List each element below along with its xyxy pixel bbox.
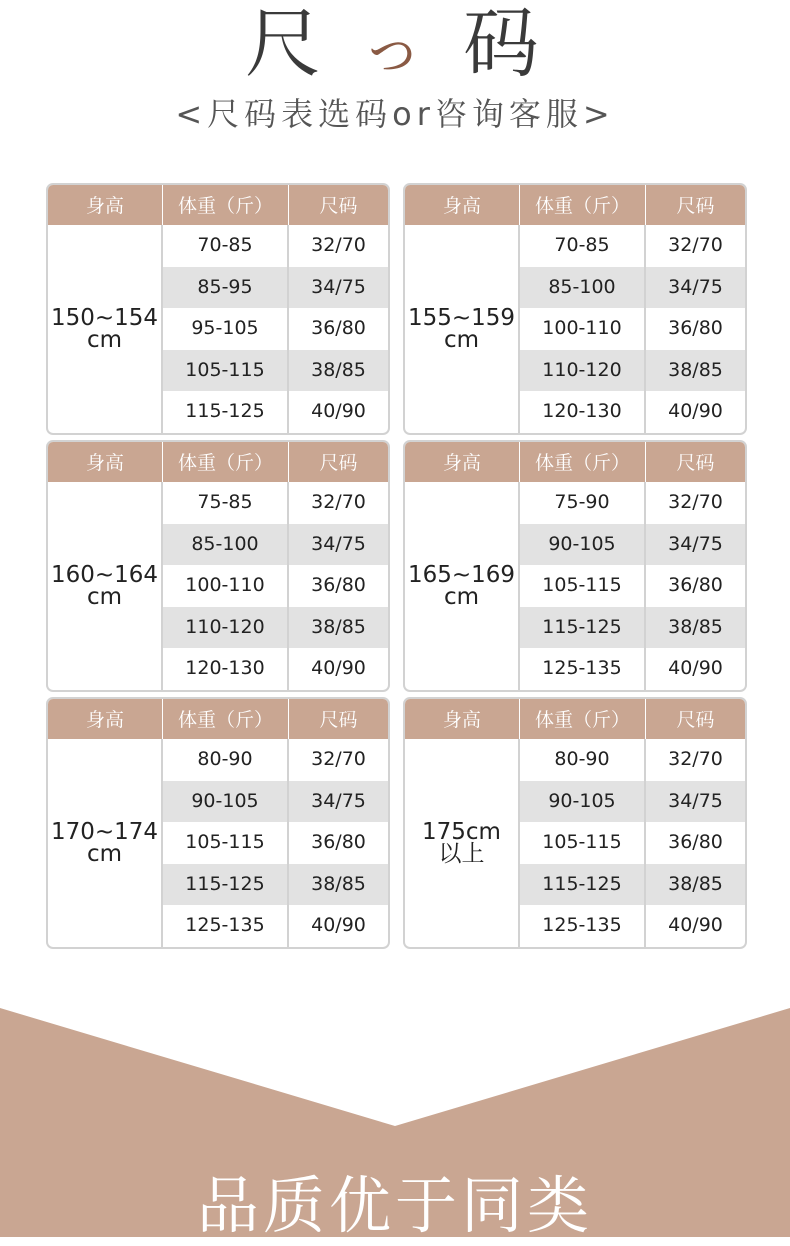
- weight-cell: 105-115: [185, 358, 265, 381]
- weight-cell: 110-120: [185, 615, 265, 638]
- column-divider: [644, 739, 646, 947]
- column-divider: [287, 482, 289, 690]
- header-divider: [645, 185, 646, 225]
- table-row: [163, 781, 388, 822]
- table-row: [163, 822, 388, 863]
- banner-text: 品质优于同类: [196, 1169, 593, 1242]
- weight-cell: 115-125: [185, 872, 265, 895]
- size-cell: 32/70: [311, 491, 366, 513]
- header-height: 身高: [442, 195, 481, 217]
- height-unit: cm: [443, 327, 480, 353]
- weight-cell: 115-125: [542, 615, 622, 638]
- size-cell: 38/85: [668, 615, 723, 638]
- column-divider: [287, 225, 289, 433]
- table-row: [163, 565, 388, 606]
- height-unit: cm: [443, 584, 480, 610]
- size-table-6: [403, 697, 747, 949]
- table-row: [163, 267, 388, 308]
- height-unit: cm: [86, 584, 123, 610]
- size-cell: 36/80: [311, 831, 366, 854]
- table-row: [163, 864, 388, 905]
- weight-cell: 115-125: [542, 872, 622, 895]
- title-char-1: 尺: [244, 0, 327, 88]
- size-table-3: [46, 440, 390, 692]
- table-row: [520, 822, 745, 863]
- height-range: 160~164: [50, 562, 159, 588]
- table-row: [520, 350, 745, 391]
- size-cell: 34/75: [668, 532, 723, 555]
- table-header: [48, 699, 388, 739]
- header-divider: [288, 699, 289, 739]
- height-range: 170~174: [50, 819, 159, 845]
- size-cell: 40/90: [668, 914, 723, 937]
- header-divider: [288, 185, 289, 225]
- height-range: 150~154: [50, 305, 159, 331]
- size-cell: 38/85: [311, 615, 366, 638]
- weight-cell: 115-125: [185, 400, 265, 423]
- weight-cell: 80-90: [554, 748, 610, 770]
- size-cell: 36/80: [668, 574, 723, 597]
- header-height: 身高: [442, 452, 481, 474]
- table-row: [520, 391, 745, 432]
- size-cell: 40/90: [311, 914, 366, 937]
- weight-cell: 90-105: [548, 789, 616, 812]
- weight-cell: 90-105: [548, 532, 616, 555]
- size-cell: 32/70: [668, 234, 723, 256]
- size-cell: 38/85: [311, 872, 366, 895]
- size-cell: 38/85: [668, 358, 723, 381]
- height-cell: [405, 482, 518, 690]
- column-divider: [518, 739, 520, 947]
- table-row: [163, 524, 388, 565]
- table-header: [405, 185, 745, 225]
- header-divider: [519, 185, 520, 225]
- table-row: [520, 565, 745, 606]
- header-divider: [162, 442, 163, 482]
- size-cell: 40/90: [668, 400, 723, 423]
- column-divider: [161, 482, 163, 690]
- header-weight: 体重（斤）: [534, 195, 630, 217]
- header-divider: [162, 185, 163, 225]
- weight-cell: 120-130: [185, 657, 265, 680]
- header-size: 尺码: [319, 709, 358, 731]
- weight-cell: 90-105: [191, 789, 259, 812]
- column-divider: [518, 225, 520, 433]
- table-row: [520, 739, 745, 780]
- header-weight: 体重（斤）: [534, 452, 630, 474]
- height-cell: [48, 739, 161, 947]
- size-cell: 34/75: [668, 275, 723, 298]
- header-height: 身高: [85, 195, 124, 217]
- weight-cell: 75-85: [197, 491, 253, 513]
- table-row: [163, 350, 388, 391]
- header-divider: [519, 442, 520, 482]
- header-weight: 体重（斤）: [177, 709, 273, 731]
- height-cell: [48, 482, 161, 690]
- header-height: 身高: [85, 709, 124, 731]
- table-row: [520, 648, 745, 689]
- header-height: 身高: [85, 452, 124, 474]
- table-row: [163, 482, 388, 523]
- table-row: [163, 905, 388, 946]
- weight-cell: 95-105: [191, 317, 259, 340]
- size-table-5: [46, 697, 390, 949]
- page-subtitle: <尺码表选码or咨询客服>: [175, 95, 615, 133]
- height-cell: [48, 225, 161, 433]
- weight-cell: 75-90: [554, 491, 610, 513]
- size-cell: 40/90: [311, 400, 366, 423]
- weight-cell: 125-135: [185, 914, 265, 937]
- height-cell: [405, 739, 518, 947]
- size-cell: 34/75: [311, 275, 366, 298]
- header-size: 尺码: [319, 195, 358, 217]
- table-row: [520, 225, 745, 266]
- header-size: 尺码: [676, 195, 715, 217]
- table-row: [520, 267, 745, 308]
- header-divider: [288, 442, 289, 482]
- height-unit: 以上: [438, 841, 485, 867]
- table-row: [520, 308, 745, 349]
- header-divider: [645, 442, 646, 482]
- header-weight: 体重（斤）: [177, 452, 273, 474]
- size-cell: 40/90: [311, 657, 366, 680]
- table-row: [520, 607, 745, 648]
- weight-cell: 70-85: [554, 234, 610, 256]
- header-height: 身高: [442, 709, 481, 731]
- weight-cell: 120-130: [542, 400, 622, 423]
- table-row: [520, 864, 745, 905]
- column-divider: [161, 225, 163, 433]
- header-size: 尺码: [676, 452, 715, 474]
- weight-cell: 105-115: [185, 831, 265, 854]
- weight-cell: 70-85: [197, 234, 253, 256]
- height-range: 155~159: [407, 305, 516, 331]
- table-row: [520, 781, 745, 822]
- size-cell: 36/80: [311, 317, 366, 340]
- header-divider: [645, 699, 646, 739]
- title-char-2: っ: [360, 12, 429, 85]
- table-row: [520, 482, 745, 523]
- header-divider: [519, 699, 520, 739]
- table-row: [520, 905, 745, 946]
- size-cell: 36/80: [668, 317, 723, 340]
- size-cell: 34/75: [311, 789, 366, 812]
- title-char-3: 码: [463, 0, 545, 88]
- weight-cell: 85-100: [548, 275, 616, 298]
- weight-cell: 110-120: [542, 358, 622, 381]
- height-unit: cm: [86, 327, 123, 353]
- size-cell: 38/85: [668, 872, 723, 895]
- height-range: 175cm: [422, 819, 501, 845]
- size-cell: 34/75: [668, 789, 723, 812]
- size-table-4: [403, 440, 747, 692]
- table-row: [163, 225, 388, 266]
- table-header: [48, 185, 388, 225]
- weight-cell: 100-110: [185, 574, 265, 597]
- table-row: [163, 739, 388, 780]
- column-divider: [161, 739, 163, 947]
- header-size: 尺码: [319, 452, 358, 474]
- table-row: [163, 391, 388, 432]
- header-weight: 体重（斤）: [177, 195, 273, 217]
- size-cell: 32/70: [311, 748, 366, 770]
- size-table-2: [403, 183, 747, 435]
- table-row: [520, 524, 745, 565]
- weight-cell: 105-115: [542, 574, 622, 597]
- weight-cell: 105-115: [542, 831, 622, 854]
- column-divider: [644, 482, 646, 690]
- size-cell: 38/85: [311, 358, 366, 381]
- weight-cell: 80-90: [197, 748, 253, 770]
- table-header: [405, 442, 745, 482]
- height-cell: [405, 225, 518, 433]
- height-unit: cm: [86, 841, 123, 867]
- size-table-1: [46, 183, 390, 435]
- size-cell: 32/70: [668, 491, 723, 513]
- header-divider: [162, 699, 163, 739]
- column-divider: [644, 225, 646, 433]
- size-cell: 40/90: [668, 657, 723, 680]
- header-weight: 体重（斤）: [534, 709, 630, 731]
- weight-cell: 125-135: [542, 914, 622, 937]
- size-cell: 32/70: [668, 748, 723, 770]
- size-cell: 36/80: [311, 574, 366, 597]
- height-range: 165~169: [407, 562, 516, 588]
- page-title: [0, 0, 790, 90]
- table-header: [48, 442, 388, 482]
- weight-cell: 85-95: [197, 275, 253, 298]
- header-size: 尺码: [676, 709, 715, 731]
- size-cell: 34/75: [311, 532, 366, 555]
- table-row: [163, 648, 388, 689]
- table-header: [405, 699, 745, 739]
- size-cell: 32/70: [311, 234, 366, 256]
- table-row: [163, 308, 388, 349]
- column-divider: [518, 482, 520, 690]
- table-row: [163, 607, 388, 648]
- weight-cell: 85-100: [191, 532, 259, 555]
- column-divider: [287, 739, 289, 947]
- size-cell: 36/80: [668, 831, 723, 854]
- weight-cell: 100-110: [542, 317, 622, 340]
- weight-cell: 125-135: [542, 657, 622, 680]
